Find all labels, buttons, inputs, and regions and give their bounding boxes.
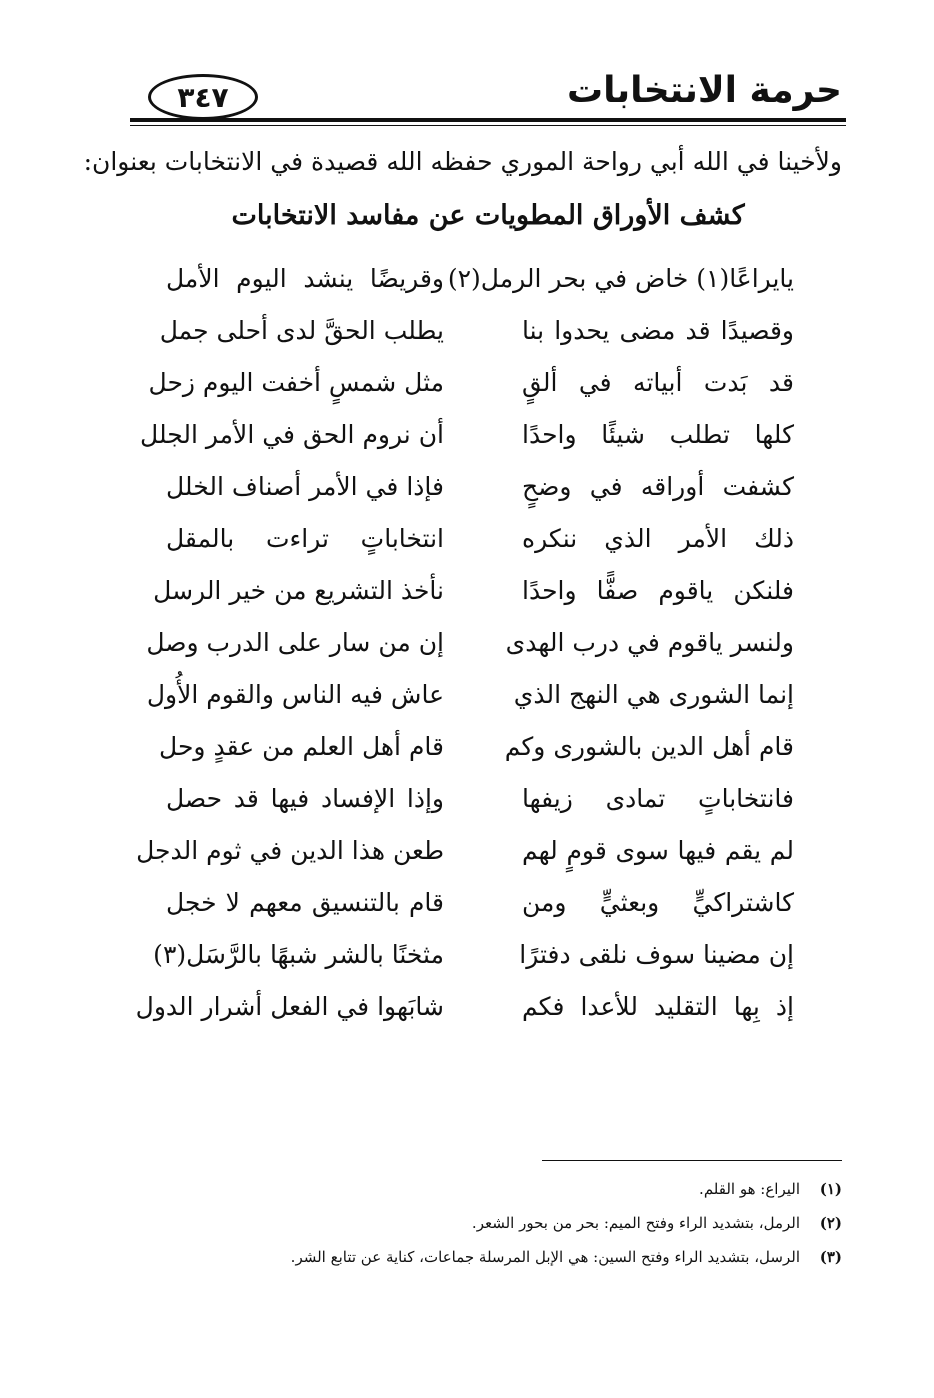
footnote <box>182 1174 842 1204</box>
verse-second-hemistich: أن نروم الحق في الأمر الجلل <box>140 420 444 449</box>
verse-second-hemistich: قام بالتنسيق معهم لا خجل <box>166 888 444 917</box>
footnote <box>182 1208 842 1238</box>
verse-first-hemistich: قد بَدت أبياته في ألقٍ <box>522 368 794 397</box>
verse-second-hemistich: نأخذ التشريع من خير الرسل <box>153 576 444 605</box>
verse-first-hemistich: كشفت أوراقه في وضحٍ <box>522 472 794 501</box>
verse-first-hemistich: يايراعًا(١) خاض في بحر الرمل(٢) <box>447 264 794 293</box>
intro-paragraph: ولأخينا في الله أبي رواحة الموري حفظه الله قصيدة في الانتخابات بعنوان: <box>83 147 842 176</box>
verse-first-hemistich: قام أهل الدين بالشورى وكم <box>504 732 794 761</box>
verse-second-hemistich: مثخنًا بالشر شبهًا بالرَّسَل(٣) <box>153 940 444 969</box>
page-number-badge: ٣٤٧ <box>148 74 258 120</box>
verse-first-hemistich: وقصيدًا قد مضى يحدوا بنا <box>522 316 794 345</box>
verse-first-hemistich: ذلك الأمر الذي ننكره <box>522 524 794 553</box>
verse-second-hemistich: يطلب الحقَّ لدى أحلى جمل <box>159 316 444 345</box>
verse-second-hemistich: وإذا الإفساد فيها قد حصل <box>166 784 444 813</box>
footnote <box>182 1242 842 1272</box>
verse-first-hemistich: فانتخاباتٍ تمادى زيفها <box>522 784 794 813</box>
footnote-number: (٢) <box>819 1214 842 1232</box>
footnote-number: (٣) <box>819 1248 842 1266</box>
verse-first-hemistich: إنما الشورى هي النهج الذي <box>513 680 794 709</box>
footnote-number: (١) <box>819 1180 842 1198</box>
footnote-text: اليراع: هو القلم. <box>699 1180 800 1198</box>
verse-second-hemistich: مثل شمسٍ أخفت اليوم زحل <box>148 368 444 397</box>
header-rule <box>130 118 846 122</box>
footnote-divider <box>542 1160 842 1161</box>
verse-first-hemistich: ولنسر ياقوم في درب الهدى <box>505 628 794 657</box>
running-header-title: حرمة الانتخابات <box>566 70 842 111</box>
header-rule-thin <box>130 125 846 126</box>
verse-second-hemistich: انتخاباتٍ تراءت بالمقل <box>166 524 444 553</box>
verse-second-hemistich: عاش فيه الناس والقوم الأُول <box>146 680 444 709</box>
poem-title: كشف الأوراق المطويات عن مفاسد الانتخابات <box>231 200 745 231</box>
verse-second-hemistich: طعن هذا الدين في ثوم الدجل <box>136 836 444 865</box>
verse-second-hemistich: وقريضًا ينشد اليوم الأمل <box>166 264 444 293</box>
footnote-text: الرسل، بتشديد الراء وفتح السين: هي الإبل المرسلة جماعات، كناية عن تتابع الشر. <box>290 1248 800 1266</box>
verse-first-hemistich: إذ بِها التقليد للأعدا فكم <box>522 992 794 1021</box>
verse-second-hemistich: فإذا في الأمر أصناف الخلل <box>166 472 444 501</box>
verse-second-hemistich: شابَهوا في الفعل أشرار الدول <box>135 992 444 1021</box>
verse-first-hemistich: كلها تطلب شيئًا واحدًا <box>522 420 794 449</box>
verse-second-hemistich: إن من سار على الدرب وصل <box>146 628 444 657</box>
verse-first-hemistich: لم يقم فيها سوى قومٍ لهم <box>522 836 794 865</box>
verse-first-hemistich: فلنكن ياقوم صفًّا واحدًا <box>522 576 794 605</box>
verse-second-hemistich: قام أهل العلم من عقدٍ وحل <box>159 732 444 761</box>
verse-first-hemistich: إن مضينا سوف نلقى دفترًا <box>519 940 794 969</box>
verse-first-hemistich: كاشتراكيٍّ وبعثيٍّ ومن <box>522 888 794 917</box>
footnote-text: الرمل، بتشديد الراء وفتح الميم: بحر من بحور الشعر. <box>471 1214 800 1232</box>
